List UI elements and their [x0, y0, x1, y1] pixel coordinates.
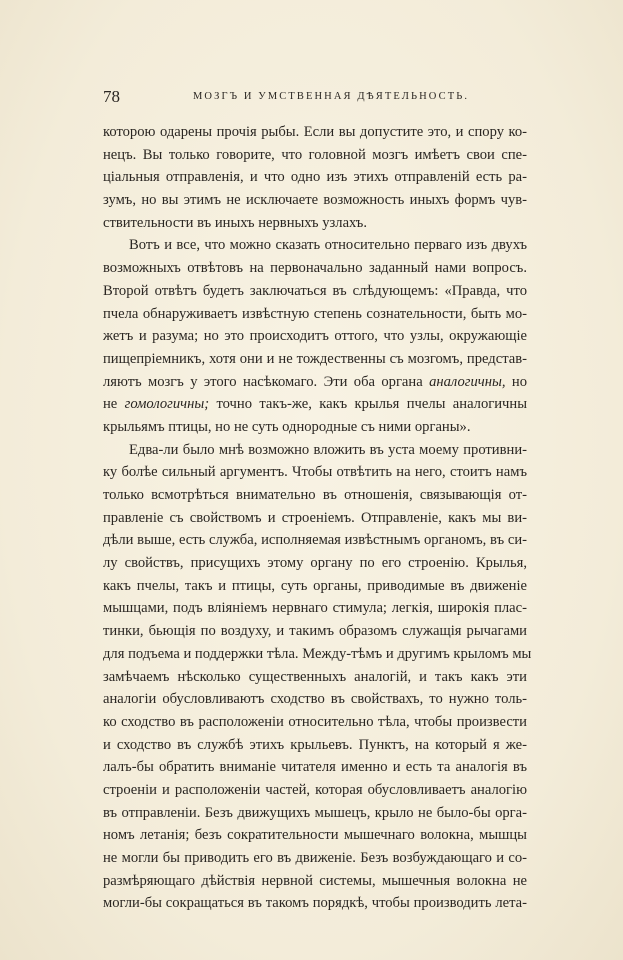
text-line: жетъ и разума; но это происходитъ оттого, что узлы, окружающіе [103, 328, 527, 345]
text-line: ствительности въ иныхъ нервныхъ узлахъ. [103, 214, 367, 231]
text-line: какъ пчелы, такъ и птицы, суть органы, приводимые въ движеніе [103, 577, 527, 594]
text-line: возможныхъ отвѣтовъ на первоначально заданный нами вопросъ. [103, 260, 527, 277]
page-number: 78 [103, 87, 120, 106]
italic-term: аналогичны, [429, 373, 506, 390]
text-line: которою одарены прочія рыбы. Если вы допустите это, и спору ко- [103, 124, 527, 140]
text-line: не могли бы приводить его въ движеніе. Безъ возбуждающаго и со- [103, 850, 527, 866]
text-line: дѣли выше, есть служба, исполняемая извѣстнымъ органомъ, въ си- [103, 532, 527, 549]
text-line: лу свойствъ, присущихъ этому органу по его строенію. Крылья, [103, 555, 527, 572]
text-line: ціальныя отправленія, и что одно изъ этихъ отправленій есть ра- [103, 169, 527, 186]
text-line: мышцами, подъ вліяніемъ нервнаго стимула; легкія, широкія плас- [103, 600, 527, 617]
text-line: крыльямъ птицы, но не суть однородные съ ними органы». [103, 418, 471, 435]
text-line: ко сходство въ расположеніи относительно тѣла, чтобы произвести [103, 713, 527, 730]
text-line: аналогіи обусловливаютъ сходство въ свойствахъ, то нужно толь- [103, 691, 527, 708]
text-line: Вотъ и все, что можно сказать относительно перваго изъ двухъ [129, 237, 527, 254]
text-line: строеніи и расположеніи частей, которая обусловливаетъ аналогію [103, 781, 527, 798]
text-line: пчела обнаруживаетъ извѣстную степень сознательности, быть мо- [103, 305, 527, 322]
text-line: могли-бы сокращаться въ такомъ порядкѣ, чтобы производить лета- [103, 895, 527, 912]
body-text [103, 121, 532, 915]
text-line: ляютъ мозгъ у этого насѣкомаго. Эти оба органа аналогичны, но [103, 373, 527, 390]
text-line: ку болѣе сильный аргументъ. Чтобы отвѣтить на него, стоитъ намъ [103, 464, 527, 481]
text-line: зумъ, но вы этимъ не исключаете возможность иныхъ формъ чув- [103, 192, 527, 209]
running-head [103, 87, 495, 107]
text-line: лалъ-бы обратить вниманіе читателя именно и есть та аналогія въ [103, 759, 527, 776]
running-title: МОЗГЪ И УМСТВЕННАЯ ДѢЯТЕЛЬНОСТЬ. [193, 91, 470, 102]
text-line: номъ летанія; безъ сократительности мышечнаго волокна, мышцы [103, 827, 527, 844]
text-line: правленіе съ свойствомъ и строеніемъ. Отправленіе, какъ мы ви- [103, 509, 527, 526]
text-line: замѣчаемъ нѣсколько существенныхъ аналогій, и такъ какъ эти [103, 668, 527, 685]
text-line: въ отправленіи. Безъ движущихъ мышецъ, крыло не было-бы орга- [103, 804, 527, 821]
text-line: Едва-ли было мнѣ возможно вложить въ уста моему противни- [129, 441, 527, 458]
text-line: пищепріемникъ, хотя они и не тождественны съ мозгомъ, представ- [103, 350, 527, 367]
italic-term: гомологичны; [124, 396, 210, 413]
text-line: и сходство въ службѣ этихъ крыльевъ. Пунктъ, на который я же- [103, 736, 527, 753]
text-line: размѣряющаго дѣйствія нервной системы, мышечныя волокна не [103, 872, 527, 889]
text-line: только всмотрѣться внимательно въ отношенія, связывающія от- [103, 487, 527, 503]
text-line: тинки, бьющія по воздуху, и такимъ образомъ служащія рычагами [103, 623, 527, 640]
text-line: Второй отвѣтъ будетъ заключаться въ слѣдующемъ: «Правда, что [103, 282, 527, 299]
text-line: для подъема и поддержки тѣла. Между-тѣмъ и другимъ крыломъ мы [103, 645, 532, 662]
text-line: нецъ. Вы только говорите, что головной мозгъ имѣетъ свои спе- [103, 146, 527, 163]
text-line: не гомологичны; точно такъ-же, какъ крылья пчелы аналогичны [103, 396, 527, 413]
